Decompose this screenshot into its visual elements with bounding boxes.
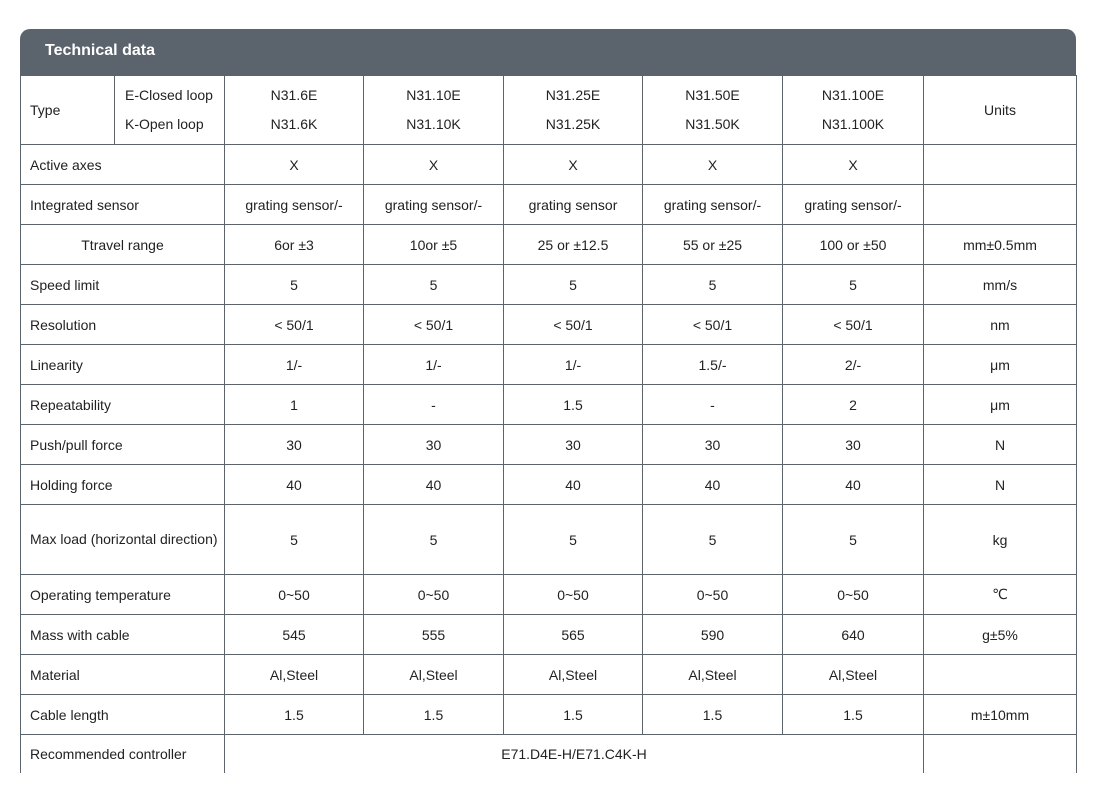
value-cell: < 50/1 — [364, 305, 504, 345]
model-cell — [643, 76, 783, 145]
unit-cell — [924, 185, 1077, 225]
row-label: Resolution — [21, 305, 225, 345]
unit-cell — [924, 145, 1077, 185]
unit-cell: μm — [924, 385, 1077, 425]
table-row-max-load-horizontal-direction — [21, 505, 1077, 575]
value-cell: 1.5 — [643, 695, 783, 735]
value-cell: 30 — [643, 425, 783, 465]
value-cell: 1/- — [364, 345, 504, 385]
model-code: N31.6E — [270, 87, 318, 103]
value-cell: 2 — [783, 385, 924, 425]
value-cell: 30 — [225, 425, 364, 465]
table-row-ttravel-range — [21, 225, 1077, 265]
value-cell: 40 — [364, 465, 504, 505]
model-code: N31.6K — [270, 116, 318, 132]
value-cell: 1/- — [225, 345, 364, 385]
units-header: Units — [924, 76, 1077, 145]
model-code: N31.25E — [545, 87, 601, 103]
row-label: Active axes — [21, 145, 225, 185]
panel-header — [20, 29, 1076, 75]
variant-label: K-Open loop — [125, 116, 204, 132]
variant-label: E-Closed loop — [125, 87, 213, 103]
value-cell: X — [225, 145, 364, 185]
model-code: N31.50E — [685, 87, 740, 103]
value-cell: 5 — [783, 505, 924, 575]
value-cell: 5 — [504, 265, 643, 305]
model-code: N31.10K — [406, 116, 461, 132]
value-cell: X — [504, 145, 643, 185]
value-cell: 555 — [364, 615, 504, 655]
value-cell: 40 — [643, 465, 783, 505]
row-label: Linearity — [21, 345, 225, 385]
value-cell: < 50/1 — [643, 305, 783, 345]
value-cell: < 50/1 — [504, 305, 643, 345]
row-label: Operating temperature — [21, 575, 225, 615]
unit-cell: ℃ — [924, 575, 1077, 615]
technical-data-panel — [20, 29, 1076, 773]
value-cell: 40 — [783, 465, 924, 505]
value-cell: 545 — [225, 615, 364, 655]
model-cell — [783, 76, 924, 145]
value-cell: 40 — [504, 465, 643, 505]
value-cell: grating sensor/- — [643, 185, 783, 225]
value-cell: 30 — [504, 425, 643, 465]
value-cell: 1.5 — [783, 695, 924, 735]
row-label: Repeatability — [21, 385, 225, 425]
unit-cell — [924, 735, 1077, 774]
table-row-material — [21, 655, 1077, 695]
panel-title: Technical data — [45, 42, 155, 59]
model-cell — [364, 76, 504, 145]
spec-table — [20, 75, 1077, 773]
value-cell: 640 — [783, 615, 924, 655]
model-code: N31.25K — [545, 116, 601, 132]
value-cell: grating sensor — [504, 185, 643, 225]
model-code: N31.50K — [685, 116, 740, 132]
value-cell: 100 or ±50 — [783, 225, 924, 265]
value-cell: 1.5/- — [643, 345, 783, 385]
table-row-holding-force — [21, 465, 1077, 505]
value-cell: < 50/1 — [783, 305, 924, 345]
unit-cell: μm — [924, 345, 1077, 385]
value-cell: X — [364, 145, 504, 185]
row-label: Speed limit — [21, 265, 225, 305]
value-cell: 590 — [643, 615, 783, 655]
model-code: N31.10E — [406, 87, 461, 103]
row-label: Max load (horizontal direction) — [21, 505, 225, 575]
table-row-linearity — [21, 345, 1077, 385]
value-cell: 25 or ±12.5 — [504, 225, 643, 265]
unit-cell: m±10mm — [924, 695, 1077, 735]
row-label: Type — [21, 76, 115, 145]
value-cell: 5 — [643, 505, 783, 575]
value-cell: 40 — [225, 465, 364, 505]
value-cell: 565 — [504, 615, 643, 655]
value-cell: Al,Steel — [225, 655, 364, 695]
table-row-mass-with-cable — [21, 615, 1077, 655]
row-label: Mass with cable — [21, 615, 225, 655]
value-cell: 1.5 — [504, 385, 643, 425]
value-cell: 1.5 — [504, 695, 643, 735]
table-row-active-axes — [21, 145, 1077, 185]
unit-cell: kg — [924, 505, 1077, 575]
table-row-speed-limit — [21, 265, 1077, 305]
value-cell: 30 — [783, 425, 924, 465]
row-label: Ttravel range — [21, 225, 225, 265]
table-row-repeatability — [21, 385, 1077, 425]
value-cell: 6or ±3 — [225, 225, 364, 265]
unit-cell: g±5% — [924, 615, 1077, 655]
value-cell: 0~50 — [225, 575, 364, 615]
value-cell: - — [364, 385, 504, 425]
value-cell: - — [643, 385, 783, 425]
row-label: Holding force — [21, 465, 225, 505]
row-label: Integrated sensor — [21, 185, 225, 225]
value-cell: 1.5 — [225, 695, 364, 735]
table-row-resolution — [21, 305, 1077, 345]
value-cell: Al,Steel — [364, 655, 504, 695]
value-cell: 5 — [504, 505, 643, 575]
value-cell: 0~50 — [643, 575, 783, 615]
value-cell: Al,Steel — [643, 655, 783, 695]
value-cell: 0~50 — [783, 575, 924, 615]
model-code: N31.100K — [821, 116, 885, 132]
row-label: Cable length — [21, 695, 225, 735]
value-cell: 30 — [364, 425, 504, 465]
table-row-push-pull-force — [21, 425, 1077, 465]
value-cell: 5 — [364, 505, 504, 575]
value-cell: Al,Steel — [504, 655, 643, 695]
value-cell: 2/- — [783, 345, 924, 385]
value-cell: grating sensor/- — [364, 185, 504, 225]
table-row-recommended-controller — [21, 735, 1077, 774]
unit-cell: mm±0.5mm — [924, 225, 1077, 265]
value-cell: X — [783, 145, 924, 185]
value-cell: 1 — [225, 385, 364, 425]
value-cell: 5 — [364, 265, 504, 305]
type-variants-cell — [115, 76, 225, 145]
unit-cell: N — [924, 425, 1077, 465]
value-cell: 1/- — [504, 345, 643, 385]
row-label: Recommended controller — [21, 735, 225, 774]
value-cell: 0~50 — [364, 575, 504, 615]
unit-cell — [924, 655, 1077, 695]
table-row-integrated-sensor — [21, 185, 1077, 225]
model-code: N31.100E — [821, 87, 885, 103]
model-cell — [504, 76, 643, 145]
table-row-type — [21, 76, 1077, 145]
value-cell: 1.5 — [364, 695, 504, 735]
value-cell: Al,Steel — [783, 655, 924, 695]
row-label: Push/pull force — [21, 425, 225, 465]
table-row-operating-temperature — [21, 575, 1077, 615]
value-cell: X — [643, 145, 783, 185]
value-cell: 5 — [783, 265, 924, 305]
unit-cell: nm — [924, 305, 1077, 345]
value-cell: 5 — [225, 505, 364, 575]
value-cell: 5 — [643, 265, 783, 305]
value-cell: 10or ±5 — [364, 225, 504, 265]
table-row-cable-length — [21, 695, 1077, 735]
model-cell — [225, 76, 364, 145]
value-cell: 5 — [225, 265, 364, 305]
unit-cell: mm/s — [924, 265, 1077, 305]
value-cell: < 50/1 — [225, 305, 364, 345]
value-cell: grating sensor/- — [783, 185, 924, 225]
unit-cell: N — [924, 465, 1077, 505]
value-cell: 0~50 — [504, 575, 643, 615]
controller-value: E71.D4E-H/E71.C4K-H — [225, 735, 924, 774]
value-cell: 55 or ±25 — [643, 225, 783, 265]
value-cell: grating sensor/- — [225, 185, 364, 225]
row-label: Material — [21, 655, 225, 695]
